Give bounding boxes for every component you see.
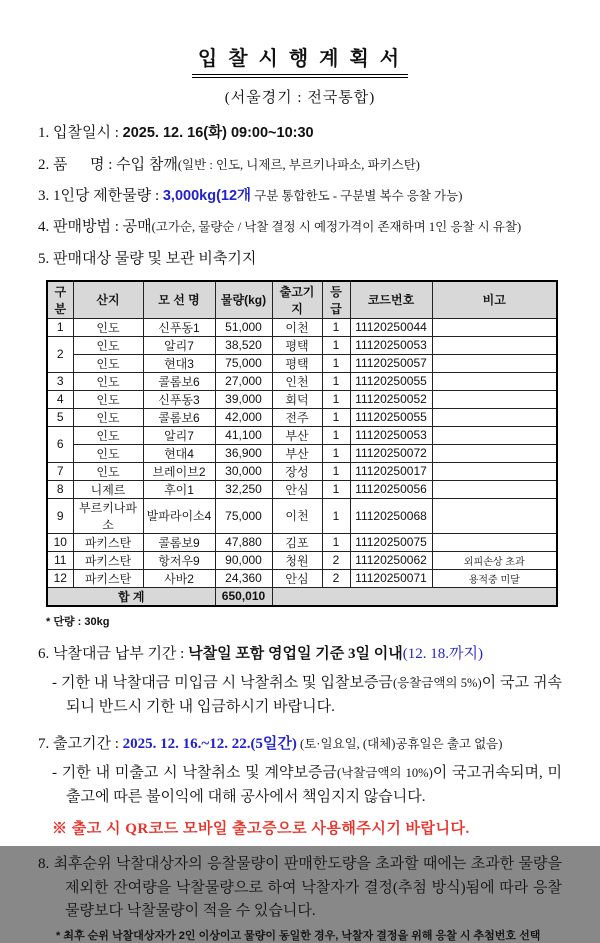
section6-bullet-text: - 기한 내 낙찰대금 미입금 시 낙찰취소 및 입찰보증금 [52,675,393,692]
cell-grade: 2 [322,551,350,569]
table-row [47,498,557,533]
cell-code: 11120250053 [350,336,432,354]
table-row [47,480,557,498]
cell-code: 11120250072 [350,444,432,462]
cell-origin: 파키스탄 [73,569,143,587]
item-limit-quantity [38,186,562,207]
cell-note [432,372,557,390]
cell-depot: 안심 [272,480,322,498]
item4-label: 4. 판매방법 : [38,219,123,236]
header-code: 코드번호 [350,281,432,319]
cell-depot: 부산 [272,426,322,444]
section-release-period [38,733,562,841]
cell-origin: 인도 [73,444,143,462]
cell-depot: 장성 [272,462,322,480]
qr-code-alert: ※ 출고 시 QR코드 모바일 출고증으로 사용해주시기 바랍니다. [52,820,470,837]
section6-bullet-small: (응찰금액의 5%) [392,676,482,691]
cell-vessel: 신푸동3 [143,390,215,408]
cell-depot: 인천 [272,372,322,390]
cell-origin: 니제르 [73,480,143,498]
cell-depot: 청원 [272,551,322,569]
cell-vessel: 콜롬보6 [143,372,215,390]
cell-vessel: 신푸동1 [143,318,215,336]
lot-table-header [47,281,557,319]
cell-depot: 이천 [272,318,322,336]
section7-note: (토·일요일, (대체)공휴일은 출고 없음) [296,736,503,751]
cell-note [432,408,557,426]
cell-origin: 인도 [73,372,143,390]
cell-no: 12 [47,569,73,587]
cell-vessel: 현대3 [143,354,215,372]
document-header [38,42,562,107]
item2-note: (일반 : 인도, 니제르, 부르키나파소, 파키스탄) [177,157,420,172]
cell-note [432,354,557,372]
cell-code: 11120250052 [350,390,432,408]
cell-qty: 42,000 [215,408,272,426]
cell-depot: 이천 [272,498,322,533]
table-footnote: * 단량 : 30kg [46,615,110,628]
cell-code: 11120250071 [350,569,432,587]
lot-table [46,280,558,607]
cell-origin: 인도 [73,318,143,336]
cell-note [432,318,557,336]
item1-value: 2025. 12. 16(화) 09:00~10:30 [122,125,314,141]
section-award-rule: 8. 최후순위 낙찰대상자의 응찰물량이 판매한도량을 초과할 때에는 초과한 물량을 제외한 잔여량을 낙찰물량으로 하여 낙찰자가 결정(추첨 방식)됨에 따라 응찰물량보다 낙찰물량이 적을 수 있습니다. [38,856,562,919]
section7-bullet-text: - 기한 내 미출고 시 낙찰취소 및 계약보증금 [52,765,337,782]
cell-no: 11 [47,551,73,569]
table-row [47,444,557,462]
cell-vessel: 사바2 [143,569,215,587]
cell-vessel: 현대4 [143,444,215,462]
cell-note [432,462,557,480]
cell-note [432,390,557,408]
cell-note [432,480,557,498]
cell-code: 11120250055 [350,372,432,390]
cell-code: 11120250062 [350,551,432,569]
cell-code: 11120250075 [350,533,432,551]
header-note: 비고 [432,281,557,319]
header-vessel: 모 선 명 [143,281,215,319]
item3-label: 3. 1인당 제한물량 : [38,187,163,204]
section6-date: (12. 18.까지) [402,645,483,662]
table-row [47,336,557,354]
table-row [47,318,557,336]
cell-origin: 인도 [73,336,143,354]
cell-no: 9 [47,498,73,533]
cell-origin: 인도 [73,354,143,372]
section6-label: 6. 낙찰대금 납부 기간 : [38,645,189,662]
cell-grade: 1 [322,444,350,462]
cell-no: 6 [47,426,73,462]
header-depot: 출고기지 [272,281,322,319]
cell-note [432,426,557,444]
cell-code: 11120250053 [350,426,432,444]
item-sale-method [38,217,562,237]
cell-code: 11120250057 [350,354,432,372]
table-row [47,390,557,408]
cell-origin: 부르키나파소 [73,498,143,533]
cell-origin: 파키스탄 [73,551,143,569]
cell-note [432,533,557,551]
cell-qty: 36,900 [215,444,272,462]
section6-bullet [44,672,562,719]
cell-no: 5 [47,408,73,426]
section7-date: 2025. 12. 16.~12. 22.(5일간) [122,735,297,752]
cell-qty: 39,000 [215,390,272,408]
cell-depot: 부산 [272,444,322,462]
cell-code: 11120250068 [350,498,432,533]
section8-footnote: * 최후 순위 낙찰대상자가 2인 이상이고 물량이 동일한 경우, 낙찰자 결정을 위해 응찰 시 추첨번호 선택 [56,930,541,943]
cell-vessel: 알리7 [143,336,215,354]
cell-qty: 41,100 [215,426,272,444]
cell-code: 11120250044 [350,318,432,336]
table-row [47,569,557,587]
cell-qty: 90,000 [215,551,272,569]
table-total-row [47,587,557,606]
cell-grade: 1 [322,426,350,444]
header-no: 구분 [47,281,73,319]
cell-grade: 1 [322,372,350,390]
cell-depot: 평택 [272,336,322,354]
cell-note [432,444,557,462]
cell-depot: 회덕 [272,390,322,408]
cell-qty: 51,000 [215,318,272,336]
total-label: 합 계 [47,587,215,606]
cell-vessel: 항저우9 [143,551,215,569]
cell-vessel: 브레이브2 [143,462,215,480]
cell-no: 3 [47,372,73,390]
cell-qty: 32,250 [215,480,272,498]
lot-table-body [47,318,557,606]
table-row [47,551,557,569]
cell-vessel: 알리7 [143,426,215,444]
cell-origin: 인도 [73,408,143,426]
cell-vessel: 콜롬보6 [143,408,215,426]
header-grade: 등급 [322,281,350,319]
cell-note [432,336,557,354]
total-qty: 650,010 [215,587,272,606]
item2-label: 2. 품 명 : [38,156,117,173]
cell-qty: 24,360 [215,569,272,587]
cell-grade: 1 [322,336,350,354]
section-payment-period [38,643,562,719]
cell-code: 11120250017 [350,462,432,480]
cell-qty: 27,000 [215,372,272,390]
cell-qty: 75,000 [215,498,272,533]
item-sale-target [38,249,562,269]
cell-grade: 1 [322,390,350,408]
item4-value: 공매 [122,219,152,236]
section7-bullet-text2: 이 국고귀속되며, 미출고에 따른 불이익에 대해 공사에서 책임지지 않습니다. [66,765,563,805]
item-product-name [38,155,562,175]
cell-note: 외피손상 초과 [432,551,557,569]
table-row [47,354,557,372]
item1-label: 1. 입찰일시 : [38,125,123,141]
cell-vessel: 후이1 [143,480,215,498]
cell-grade: 1 [322,408,350,426]
table-row [47,372,557,390]
cell-qty: 30,000 [215,462,272,480]
cell-origin: 인도 [73,390,143,408]
item2-value: 수입 참깨 [116,156,178,173]
cell-origin: 인도 [73,462,143,480]
cell-no: 4 [47,390,73,408]
cell-no: 8 [47,480,73,498]
item5-label: 5. 판매대상 물량 및 보관 비축기지 [38,250,257,267]
cell-origin: 파키스탄 [73,533,143,551]
cell-grade: 1 [322,462,350,480]
item3-note: 구분 통합한도 - 구분별 복수 응찰 가능) [251,188,463,203]
page-title: 입 찰 시 행 계 획 서 [192,42,408,78]
cell-vessel: 콜롬보9 [143,533,215,551]
section6-deadline: 낙찰일 포함 영업일 기준 3일 이내 [188,645,403,662]
table-header-row [47,281,557,319]
item4-note: (고가순, 물량순 / 낙찰 결정 시 예정가격이 존재하며 1인 응찰 시 유찰) [151,220,522,235]
cell-vessel: 발파라이소4 [143,498,215,533]
cell-grade: 1 [322,480,350,498]
cell-code: 11120250056 [350,480,432,498]
section6-bullet-text2: 이 국고 귀속되니 반드시 기한 내 입금하시기 바랍니다. [66,675,563,715]
cell-no: 2 [47,336,73,372]
section7-bullet [44,762,562,809]
cell-note [432,498,557,533]
cell-grade: 1 [322,318,350,336]
table-row [47,408,557,426]
cell-qty: 38,520 [215,336,272,354]
header-origin: 산지 [73,281,143,319]
cell-qty: 47,880 [215,533,272,551]
cell-grade: 1 [322,354,350,372]
item3-value: 3,000kg(12개 [162,187,252,204]
page-subtitle: (서울경기 : 전국통합) [224,90,376,106]
table-row [47,533,557,551]
cell-no: 1 [47,318,73,336]
cell-depot: 김포 [272,533,322,551]
cell-depot: 안심 [272,569,322,587]
cell-code: 11120250055 [350,408,432,426]
cell-qty: 75,000 [215,354,272,372]
cell-grade: 1 [322,533,350,551]
cell-note: 용적중 미달 [432,569,557,587]
total-empty-cell [272,587,557,606]
item-bid-datetime [38,123,562,144]
table-row [47,462,557,480]
summary-items [38,123,562,269]
cell-depot: 전주 [272,408,322,426]
cell-no: 7 [47,462,73,480]
header-qty: 물량(kg) [215,281,272,319]
cell-depot: 평택 [272,354,322,372]
section7-label: 7. 출고기간 : [38,735,123,752]
cell-grade: 1 [322,498,350,533]
cell-no: 10 [47,533,73,551]
cell-grade: 2 [322,569,350,587]
cell-origin: 인도 [73,426,143,444]
table-row [47,426,557,444]
section7-bullet-small: (낙찰금액의 10%) [336,766,433,781]
